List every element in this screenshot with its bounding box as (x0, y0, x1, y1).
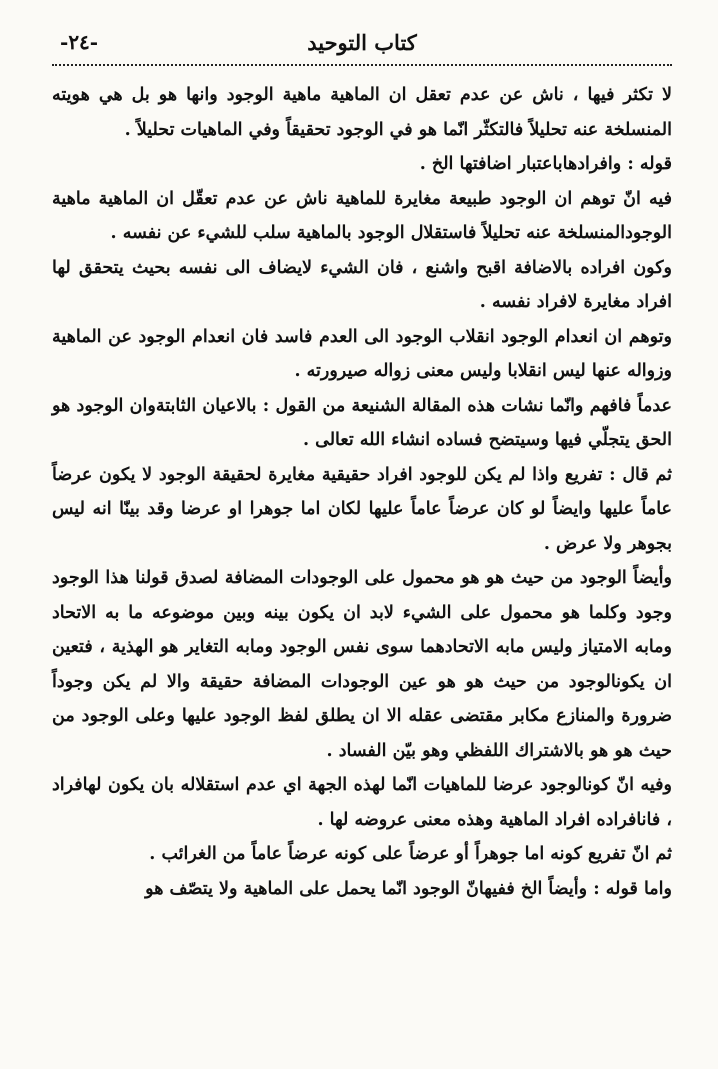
page-header (52, 18, 672, 66)
text-body (52, 78, 672, 906)
paragraph: ثم انّ تفريع كونه اما جوهراً أو عرضاً على كونه عرضاً عاماً من الغرائب . (149, 844, 672, 864)
paragraph: وفيه انّ كونالوجود عرضا للماهيات انّما لهذه الجهة اي عدم استقلاله بان يكون لهافراد ، فانافراده افراد الماهية وهذه معنى عروضه لها . (52, 775, 672, 830)
paragraph: وأيضاً الوجود من حيث هو هو محمول على الوجودات المضافة لصدق قولنا هذا الوجود وجود وكلما هو محمول على الشيء لابد ان يكون بينه وبين موضوعه ما به الاتحاد ومابه الامتياز وليس مابه الاتحادهما سوى نفس الوجود ومابه التغاير هو الهذية ، فتعين ان يكونالوجود من حيث هو هو عين الوجودات المضافة حقيقة والا لم يكن وجوداً ضرورة والمنازع مكابر مقتضى عقله الا ان يطلق لفظ الوجود عليها وعلى الوجود من حيث هو هو بالاشتراك اللفظي وهو بيّن الفساد . (52, 568, 672, 761)
paragraph: وتوهم ان انعدام الوجود انقلاب الوجود الى العدم فاسد فان انعدام الوجود عن الماهية وزواله عنها ليس انقلابا وليس معنى زواله صيرورته . (52, 326, 672, 381)
book-title: كتاب التوحيد (307, 30, 417, 55)
paragraph: لا تكثر فيها ، ناش عن عدم تعقل ان الماهية ماهية الوجود وانها هو بل هي هويته المنسلخة عنه تحليلاً فالتكثّر انّما هو في الوجود تحقيقاً وفي الماهيات تحليلاً . (52, 85, 672, 140)
paragraph: قوله : وافرادهاباعتبار اضافتها الخ . (419, 154, 672, 174)
paragraph: ثم قال : تفريع واذا لم يكن للوجود افراد حقيقية مغايرة لحقيقة الوجود لا يكون عرضاً عاماً عليها وايضاً لو كان عرضاً عاماً عليها لكان اما جوهرا او عرضا وقد بينّا انه ليس بجوهر ولا عرض . (52, 464, 672, 554)
paragraph: فيه انّ توهم ان الوجود طبيعة مغايرة للماهية ناش عن عدم تعقّل ان الماهية ماهية الوجودالمنسلخة عنه تحليلاً فاستقلال الوجود بالماهية سلب للشيء عن نفسه . (52, 188, 672, 243)
page (52, 18, 672, 906)
paragraph: وكون افراده بالاضافة اقبح واشنع ، فان الشيء لايضاف الى نفسه بحيث يتحقق لها افراد مغايرة لافراد نفسه . (52, 257, 672, 312)
paragraph: عدماً فافهم وانّما نشات هذه المقالة الشنيعة من القول : بالاعيان الثابتةوان الوجود هو الحق يتجلّي فيها وسيتضح فساده انشاء الله تعالى . (52, 395, 672, 450)
page-number: -٢٤- (60, 30, 99, 54)
paragraph: واما قوله : وأيضاً الخ ففيهانّ الوجود انّما يحمل على الماهية ولا يتصّف هو (145, 878, 672, 899)
